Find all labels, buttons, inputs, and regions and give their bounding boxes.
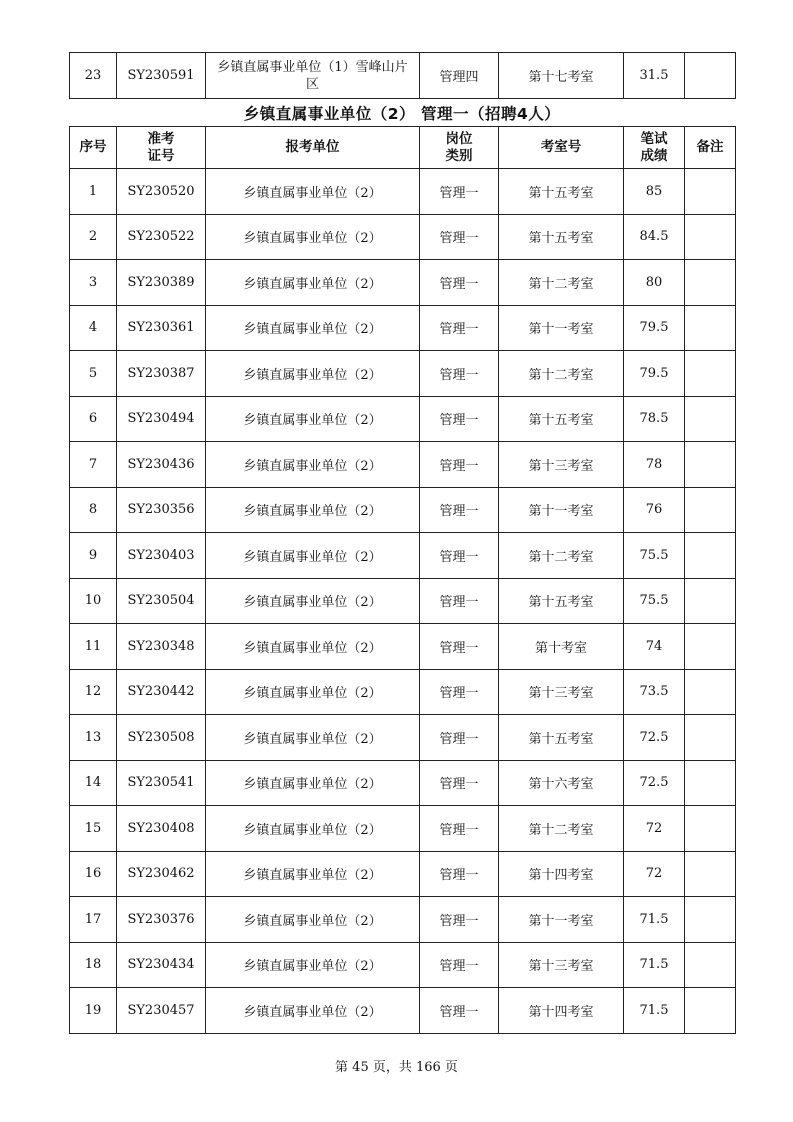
cell-note — [685, 942, 736, 988]
cell-id: SY230361 — [117, 305, 206, 351]
cell-note — [685, 624, 736, 670]
cell-note — [685, 214, 736, 260]
cell-post: 管理一 — [420, 715, 499, 761]
cell-id: SY230541 — [117, 760, 206, 806]
cell-no: 3 — [70, 260, 117, 306]
table-row — [70, 260, 736, 306]
cell-unit: 乡镇直属事业单位（2） — [206, 988, 420, 1034]
cell-unit: 乡镇直属事业单位（2） — [206, 715, 420, 761]
header-post-line1: 岗位 — [445, 130, 473, 147]
cell-room: 第十二考室 — [499, 260, 624, 306]
cell-no: 10 — [70, 578, 117, 624]
cell-score: 75.5 — [624, 533, 685, 579]
header-post-line2: 类别 — [445, 147, 473, 164]
cell-no: 12 — [70, 669, 117, 715]
cell-note — [685, 442, 736, 488]
cell-score: 84.5 — [624, 214, 685, 260]
cell-post: 管理一 — [420, 214, 499, 260]
table-row — [70, 53, 736, 99]
cell-id: SY230494 — [117, 396, 206, 442]
cell-no: 19 — [70, 988, 117, 1034]
cell-unit: 乡镇直属事业单位（2） — [206, 487, 420, 533]
cell-score: 74 — [624, 624, 685, 670]
cell-score: 85 — [624, 169, 685, 215]
cell-score: 72.5 — [624, 760, 685, 806]
header-score — [624, 127, 685, 169]
table-row — [70, 533, 736, 579]
previous-section-table — [69, 52, 736, 99]
table-row — [70, 760, 736, 806]
cell-unit: 乡镇直属事业单位（1）雪峰山片区 — [206, 53, 420, 99]
cell-note — [685, 169, 736, 215]
cell-unit: 乡镇直属事业单位（2） — [206, 442, 420, 488]
header-unit: 报考单位 — [206, 127, 420, 169]
cell-room: 第十考室 — [499, 624, 624, 670]
results-table — [69, 126, 736, 1034]
cell-post: 管理一 — [420, 942, 499, 988]
cell-post: 管理一 — [420, 851, 499, 897]
cell-score: 73.5 — [624, 669, 685, 715]
cell-post: 管理一 — [420, 760, 499, 806]
cell-no: 16 — [70, 851, 117, 897]
cell-note — [685, 806, 736, 852]
cell-unit: 乡镇直属事业单位（2） — [206, 260, 420, 306]
header-id-line2: 证号 — [147, 147, 175, 164]
cell-score: 76 — [624, 487, 685, 533]
cell-post: 管理一 — [420, 487, 499, 533]
cell-id: SY230462 — [117, 851, 206, 897]
cell-room: 第十七考室 — [499, 53, 624, 99]
cell-id: SY230522 — [117, 214, 206, 260]
cell-no: 5 — [70, 351, 117, 397]
cell-post: 管理一 — [420, 578, 499, 624]
table-row — [70, 442, 736, 488]
cell-score: 71.5 — [624, 988, 685, 1034]
cell-post: 管理一 — [420, 396, 499, 442]
cell-post: 管理一 — [420, 533, 499, 579]
cell-score: 78.5 — [624, 396, 685, 442]
cell-room: 第十一考室 — [499, 305, 624, 351]
table-row — [70, 214, 736, 260]
cell-id: SY230504 — [117, 578, 206, 624]
cell-unit: 乡镇直属事业单位（2） — [206, 897, 420, 943]
cell-post: 管理一 — [420, 169, 499, 215]
header-room: 考室号 — [499, 127, 624, 169]
header-no: 序号 — [70, 127, 117, 169]
header-row — [70, 127, 736, 169]
cell-no: 11 — [70, 624, 117, 670]
cell-no: 8 — [70, 487, 117, 533]
table-row — [70, 487, 736, 533]
cell-note — [685, 351, 736, 397]
page-footer: 第 45 页，共 166 页 — [335, 1060, 458, 1075]
cell-no: 2 — [70, 214, 117, 260]
cell-no: 15 — [70, 806, 117, 852]
cell-unit: 乡镇直属事业单位（2） — [206, 305, 420, 351]
cell-note — [685, 715, 736, 761]
cell-note — [685, 53, 736, 99]
cell-unit: 乡镇直属事业单位（2） — [206, 942, 420, 988]
cell-room: 第十三考室 — [499, 942, 624, 988]
cell-room: 第十三考室 — [499, 669, 624, 715]
cell-note — [685, 760, 736, 806]
cell-room: 第十五考室 — [499, 214, 624, 260]
cell-id: SY230591 — [117, 53, 206, 99]
table-row — [70, 715, 736, 761]
cell-unit: 乡镇直属事业单位（2） — [206, 169, 420, 215]
header-post — [420, 127, 499, 169]
cell-no: 1 — [70, 169, 117, 215]
cell-post: 管理一 — [420, 897, 499, 943]
cell-no: 23 — [70, 53, 117, 99]
cell-post: 管理一 — [420, 806, 499, 852]
table-row — [70, 578, 736, 624]
table-row — [70, 624, 736, 670]
cell-id: SY230376 — [117, 897, 206, 943]
table-row — [70, 396, 736, 442]
cell-id: SY230387 — [117, 351, 206, 397]
cell-post: 管理四 — [420, 53, 499, 99]
cell-id: SY230403 — [117, 533, 206, 579]
cell-no: 7 — [70, 442, 117, 488]
cell-id: SY230457 — [117, 988, 206, 1034]
cell-room: 第十五考室 — [499, 578, 624, 624]
cell-score: 72 — [624, 851, 685, 897]
cell-no: 4 — [70, 305, 117, 351]
cell-post: 管理一 — [420, 305, 499, 351]
cell-unit: 乡镇直属事业单位（2） — [206, 669, 420, 715]
header-id — [117, 127, 206, 169]
cell-unit: 乡镇直属事业单位（2） — [206, 851, 420, 897]
cell-post: 管理一 — [420, 260, 499, 306]
table-row — [70, 351, 736, 397]
cell-no: 18 — [70, 942, 117, 988]
cell-score: 79.5 — [624, 351, 685, 397]
table-row — [70, 988, 736, 1034]
table-row — [70, 806, 736, 852]
cell-id: SY230442 — [117, 669, 206, 715]
cell-score: 72.5 — [624, 715, 685, 761]
cell-room: 第十一考室 — [499, 487, 624, 533]
cell-note — [685, 897, 736, 943]
cell-no: 13 — [70, 715, 117, 761]
table-row — [70, 669, 736, 715]
cell-post: 管理一 — [420, 988, 499, 1034]
table-row — [70, 851, 736, 897]
cell-note — [685, 988, 736, 1034]
cell-post: 管理一 — [420, 351, 499, 397]
cell-score: 31.5 — [624, 53, 685, 99]
cell-unit: 乡镇直属事业单位（2） — [206, 351, 420, 397]
cell-score: 71.5 — [624, 942, 685, 988]
header-id-line1: 准考 — [147, 130, 175, 147]
cell-id: SY230389 — [117, 260, 206, 306]
cell-note — [685, 851, 736, 897]
cell-score: 71.5 — [624, 897, 685, 943]
cell-id: SY230356 — [117, 487, 206, 533]
cell-room: 第十四考室 — [499, 988, 624, 1034]
cell-score: 79.5 — [624, 305, 685, 351]
cell-room: 第十六考室 — [499, 760, 624, 806]
cell-room: 第十五考室 — [499, 396, 624, 442]
cell-unit: 乡镇直属事业单位（2） — [206, 396, 420, 442]
cell-score: 78 — [624, 442, 685, 488]
header-note: 备注 — [685, 127, 736, 169]
cell-note — [685, 578, 736, 624]
cell-id: SY230520 — [117, 169, 206, 215]
cell-post: 管理一 — [420, 442, 499, 488]
cell-room: 第十二考室 — [499, 806, 624, 852]
cell-room: 第十三考室 — [499, 442, 624, 488]
cell-id: SY230348 — [117, 624, 206, 670]
cell-note — [685, 533, 736, 579]
cell-post: 管理一 — [420, 669, 499, 715]
cell-unit: 乡镇直属事业单位（2） — [206, 533, 420, 579]
cell-id: SY230436 — [117, 442, 206, 488]
cell-note — [685, 305, 736, 351]
cell-room: 第十一考室 — [499, 897, 624, 943]
cell-unit: 乡镇直属事业单位（2） — [206, 624, 420, 670]
table-row — [70, 169, 736, 215]
table-row — [70, 897, 736, 943]
cell-unit: 乡镇直属事业单位（2） — [206, 760, 420, 806]
cell-post: 管理一 — [420, 624, 499, 670]
cell-score: 80 — [624, 260, 685, 306]
cell-note — [685, 669, 736, 715]
cell-no: 9 — [70, 533, 117, 579]
cell-note — [685, 260, 736, 306]
cell-unit: 乡镇直属事业单位（2） — [206, 214, 420, 260]
cell-room: 第十四考室 — [499, 851, 624, 897]
cell-score: 75.5 — [624, 578, 685, 624]
header-score-line1: 笔试 — [640, 130, 668, 147]
table-row — [70, 942, 736, 988]
cell-room: 第十五考室 — [499, 715, 624, 761]
cell-score: 72 — [624, 806, 685, 852]
cell-note — [685, 396, 736, 442]
section-title: 乡镇直属事业单位（2） 管理一（招聘4人） — [243, 105, 561, 123]
header-score-line2: 成绩 — [640, 147, 668, 164]
cell-no: 14 — [70, 760, 117, 806]
cell-id: SY230508 — [117, 715, 206, 761]
cell-no: 6 — [70, 396, 117, 442]
cell-room: 第十二考室 — [499, 533, 624, 579]
cell-room: 第十二考室 — [499, 351, 624, 397]
table-row — [70, 305, 736, 351]
cell-unit: 乡镇直属事业单位（2） — [206, 578, 420, 624]
cell-note — [685, 487, 736, 533]
cell-unit: 乡镇直属事业单位（2） — [206, 806, 420, 852]
cell-id: SY230434 — [117, 942, 206, 988]
cell-no: 17 — [70, 897, 117, 943]
cell-room: 第十五考室 — [499, 169, 624, 215]
cell-id: SY230408 — [117, 806, 206, 852]
